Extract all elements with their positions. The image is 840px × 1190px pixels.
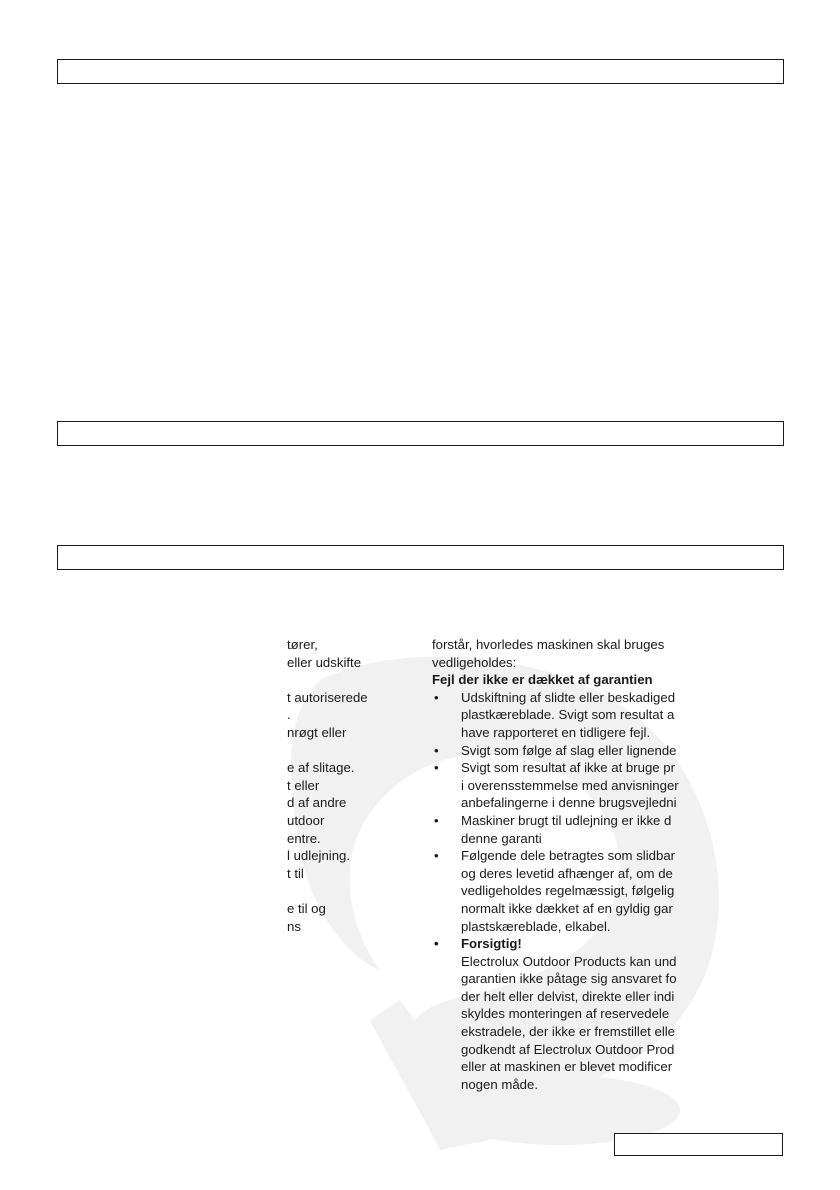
left-column-text [287,636,411,935]
caution-text [432,953,730,1094]
bullet-item-continuation [432,882,730,900]
caution-title-row [432,935,730,953]
section-header-box-3 [57,545,784,570]
left-column-line [287,742,411,760]
bullet-text: plastkæreblade. Svigt som resultat a [461,707,675,723]
left-column-line [287,882,411,900]
caution-line: der helt eller delvist, direkte eller indi [461,988,675,1004]
left-column-line: t eller [287,777,320,793]
bullet-icon: • [434,742,439,758]
caution-line: ekstradele, der ikke er fremstillet elle [461,1024,676,1040]
left-column-line [287,671,411,689]
section-header-box-1 [57,59,784,84]
bullet-text: have rapporteret en tidligere fejl. [461,724,651,740]
bullet-item-continuation [432,706,730,724]
bullet-item-continuation [432,900,730,918]
bullet-text: Maskiner brugt til udlejning er ikke d [461,812,672,828]
section-header-box-2 [57,421,784,446]
caution-line: garantien ikke påtage sig ansvaret fo [461,971,677,987]
left-column-line: . [287,707,291,723]
bullet-item [432,847,730,865]
intro-line: forstår, hvorledes maskinen skal bruges [432,637,665,652]
bullet-item-continuation [432,830,730,848]
caution-line: godkendt af Electrolux Outdoor Prod [461,1041,675,1057]
bullet-text: og deres levetid afhænger af, om de [461,865,673,881]
bullet-text: vedligeholdes regelmæssigt, følgelig [461,883,675,899]
left-column-line: d af andre [287,795,347,811]
intro-line: vedligeholdes: [432,654,517,670]
left-column-line: utdoor [287,812,325,828]
left-column-line: nrøgt eller [287,724,347,740]
bullet-item-continuation [432,918,730,936]
bullet-item [432,812,730,830]
bullet-icon: • [434,812,439,828]
section-heading: Fejl der ikke er dækket af garantien [432,672,653,688]
caution-line: Electrolux Outdoor Products kan und [461,953,677,969]
bullet-text: Svigt som resultat af ikke at bruge pr [461,760,676,776]
bullet-item-continuation [432,794,730,812]
bullet-text: Følgende dele betragtes som slidbar [461,848,676,864]
bullet-icon: • [434,689,439,705]
bullet-text: Udskiftning af slidte eller beskadiged [461,689,676,705]
bullet-icon: • [434,848,439,864]
right-column-text [432,636,730,1093]
page-number-box [614,1133,783,1156]
bullet-icon: • [434,936,439,952]
bullet-text: anbefalingerne i denne brugsvejledni [461,795,677,811]
bullet-item-continuation [432,777,730,795]
left-column-line: e af slitage. [287,760,355,776]
bullet-item [432,759,730,777]
left-column-line: entre. [287,830,321,846]
bullet-text: denne garanti [461,830,542,846]
bullet-item [432,689,730,707]
left-column-line: ns [287,918,301,934]
left-column-line: tører, [287,637,318,652]
bullet-text: Svigt som følge af slag eller lignende [461,742,677,758]
left-column-line: l udlejning. [287,848,351,864]
bullet-icon: • [434,760,439,776]
caution-title: Forsigtig! [461,936,522,952]
caution-line: nogen måde. [461,1076,538,1092]
left-column-line: t autoriserede [287,689,368,705]
bullet-text: plastskæreblade, elkabel. [461,918,611,934]
bullet-item-continuation [432,865,730,883]
bullet-text: normalt ikke dækket af en gyldig gar [461,900,673,916]
caution-line: eller at maskinen er blevet modificer [461,1059,673,1075]
bullet-list [432,689,730,935]
bullet-text: i overensstemmelse med anvisninger [461,777,679,793]
caution-line: skyldes monteringen af reservedele [461,1006,670,1022]
left-column-line: eller udskifte [287,654,362,670]
left-column-line: t til [287,865,304,881]
bullet-item [432,742,730,760]
left-column-line: e til og [287,900,326,916]
bullet-item-continuation [432,724,730,742]
